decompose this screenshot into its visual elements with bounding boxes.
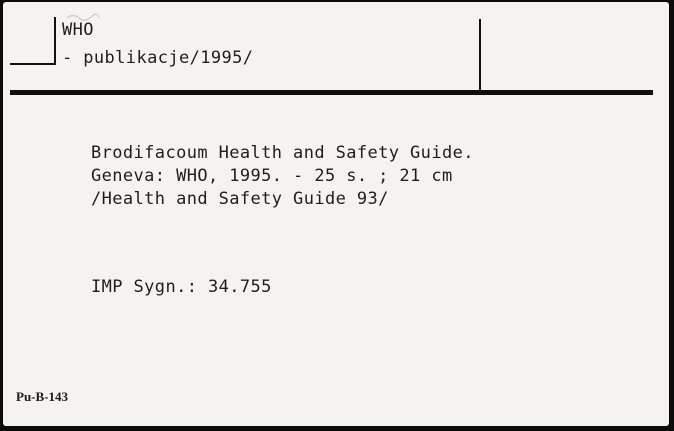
main-heading: WHO xyxy=(62,20,94,40)
entry-series-line: /Health and Safety Guide 93/ xyxy=(91,189,389,209)
entry-publication-line: Geneva: WHO, 1995. - 25 s. ; 21 cm xyxy=(91,166,453,186)
header-divider-rule xyxy=(10,90,653,95)
card-id: Pu-B-143 xyxy=(16,389,68,404)
header-box-left-vertical-line xyxy=(54,17,56,64)
entry-title-line: Brodifacoum Health and Safety Guide. xyxy=(91,143,474,163)
sub-heading: - publikacje/1995/ xyxy=(62,48,254,68)
shelfmark: IMP Sygn.: 34.755 xyxy=(91,277,272,297)
header-box-right-vertical-line xyxy=(479,19,481,93)
catalog-card xyxy=(3,2,669,426)
header-box-left-horizontal-line xyxy=(10,63,56,65)
